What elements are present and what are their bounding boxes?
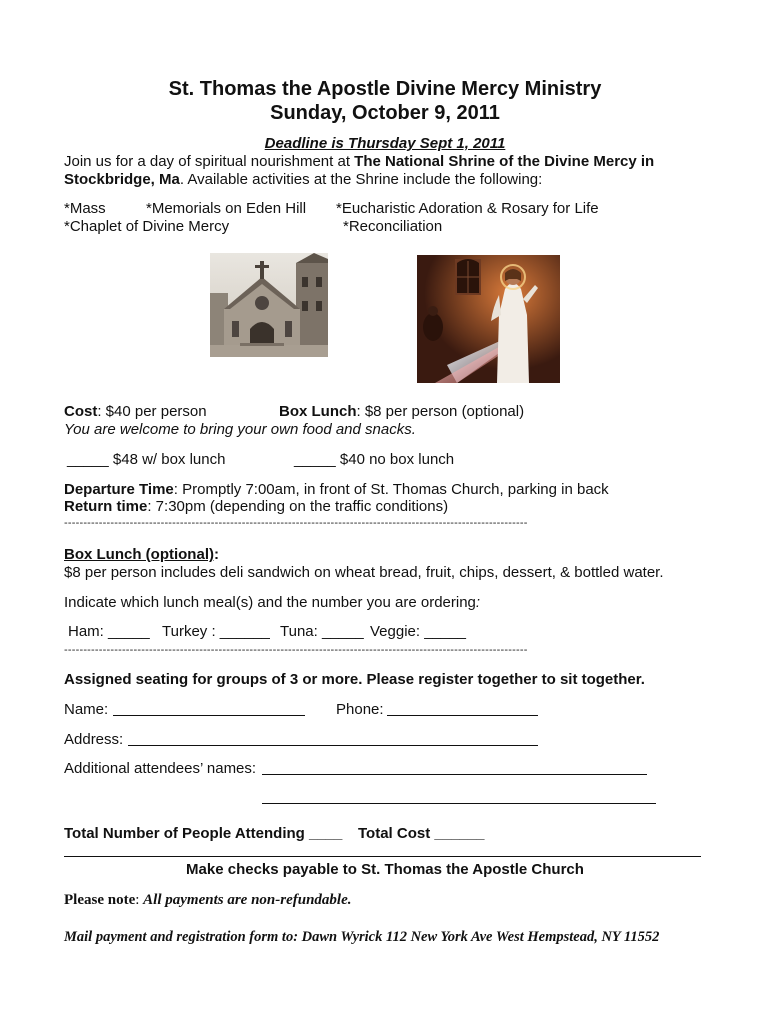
page-title: St. Thomas the Apostle Divine Mercy Ministry — [168, 78, 602, 100]
intro-line1: Join us for a day of spiritual nourishment at The National Shrine of the Divine Mercy in — [64, 153, 655, 170]
seating-note: Assigned seating for groups of 3 or more. Please register together to sit together. — [64, 671, 645, 688]
box-lunch-heading: Box Lunch (optional): — [64, 546, 219, 563]
departure-time: Departure Time: Promptly 7:00am, in front of St. Thomas Church, parking in back — [64, 481, 609, 498]
box-lunch-cost: Box Lunch: $8 per person (optional) — [279, 403, 525, 420]
lunch-indicate: Indicate which lunch meal(s) and the number you are ordering: — [64, 594, 481, 611]
attendees-field-2[interactable] — [262, 803, 656, 804]
total-cost[interactable]: Total Cost ______ — [358, 825, 485, 842]
intro-line2: Stockbridge, Ma. Available activities at the Shrine include the following: — [64, 171, 543, 188]
checks-payable: Make checks payable to St. Thomas the Apostle Church — [186, 861, 584, 878]
return-time: Return time: 7:30pm (depending on the traffic conditions) — [64, 498, 449, 515]
deadline: Deadline is Thursday Sept 1, 2011 — [264, 135, 506, 152]
choice-veggie[interactable]: Veggie: _____ — [370, 623, 466, 640]
box-lunch-description: $8 per person includes deli sandwich on wheat bread, fruit, chips, dessert, & bottled water. — [64, 564, 664, 581]
phone-field[interactable] — [387, 715, 538, 716]
cost: Cost: $40 per person — [64, 403, 207, 420]
footer-rule — [64, 856, 701, 857]
choice-turkey[interactable]: Turkey : ______ — [162, 623, 270, 640]
option-no-lunch[interactable]: _____ $40 no box lunch — [294, 451, 455, 468]
choice-tuna[interactable]: Tuna: _____ — [280, 623, 364, 640]
choice-ham[interactable]: Ham: _____ — [68, 623, 150, 640]
bring-own-food-note: You are welcome to bring your own food and snacks. — [64, 421, 416, 438]
divine-mercy-image — [417, 255, 560, 383]
event-date: Sunday, October 9, 2011 — [270, 102, 500, 124]
address-field[interactable] — [128, 745, 538, 746]
attendees-label: Additional attendees’ names: — [64, 760, 257, 777]
name-label: Name: — [64, 701, 109, 718]
activity-memorials: *Memorials on Eden Hill — [146, 200, 307, 217]
activity-chaplet: *Chaplet of Divine Mercy — [64, 218, 230, 235]
church-photo — [210, 253, 328, 357]
activity-mass: *Mass — [64, 200, 106, 217]
mail-instructions: Mail payment and registration form to: Dawn Wyrick 112 New York Ave West Hempstead, NY 11552 — [64, 929, 660, 945]
attendees-field[interactable] — [262, 774, 647, 775]
activity-reconciliation: *Reconciliation — [343, 218, 443, 235]
divider-2: ------------------------------------------------------------------------------------------------------------------------ — [64, 644, 528, 656]
option-with-lunch[interactable]: _____ $48 w/ box lunch — [67, 451, 226, 468]
name-field[interactable] — [113, 715, 305, 716]
phone-label: Phone: — [336, 701, 384, 718]
address-label: Address: — [64, 731, 124, 748]
activity-adoration: *Eucharistic Adoration & Rosary for Life — [336, 200, 599, 217]
divider: ------------------------------------------------------------------------------------------------------------------------ — [64, 517, 528, 529]
refund-note: Please note: All payments are non-refundable. — [64, 892, 352, 908]
total-people[interactable]: Total Number of People Attending ____ — [64, 825, 343, 842]
